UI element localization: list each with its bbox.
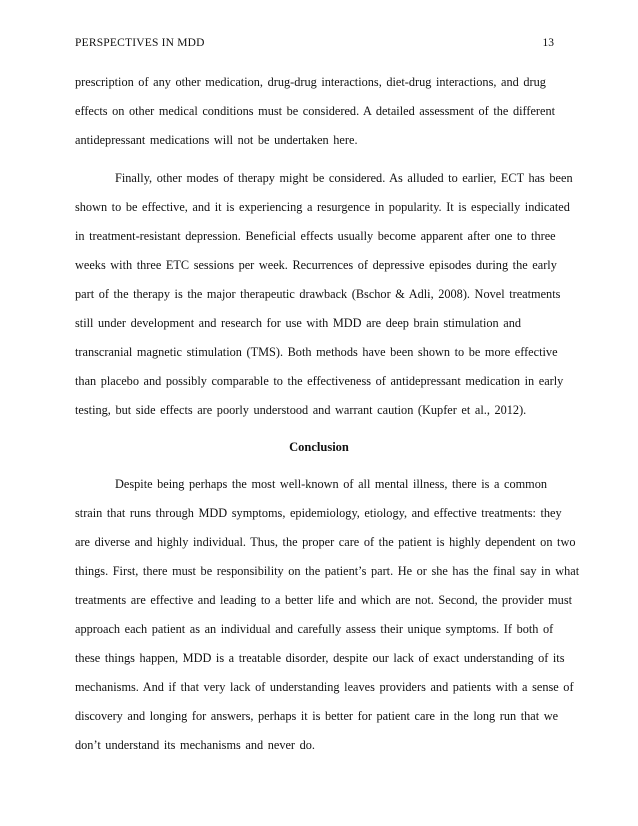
paragraph-line: discovery and longing for answers, perhaps it is better for patient care in the long run that we (75, 709, 559, 723)
running-head: PERSPECTIVES IN MDD (75, 37, 205, 49)
paragraph-line: weeks with three ETC sessions per week. Recurrences of depressive episodes during the early (75, 258, 557, 272)
paragraph-line: approach each patient as an individual and carefully assess their unique symptoms. If both of (75, 622, 554, 636)
paragraph-line: effects on other medical conditions must be considered. A detailed assessment of the different (75, 104, 556, 118)
paragraph-line: in treatment-resistant depression. Beneficial effects usually become apparent after one to three (75, 229, 556, 243)
page-number: 13 (542, 37, 554, 49)
paragraph-line: still under development and research for use with MDD are deep brain stimulation and (75, 316, 522, 330)
paragraph-line: than placebo and possibly comparable to the effectiveness of antidepressant medication in early (75, 374, 564, 388)
paragraph-line: treatments are effective and leading to a better life and which are not. Second, the provider must (75, 593, 573, 607)
paragraph-line: Despite being perhaps the most well-known of all mental illness, there is a common (115, 477, 548, 491)
paragraph-line: these things happen, MDD is a treatable disorder, despite our lack of exact understanding of its (75, 651, 565, 665)
paragraph-line: prescription of any other medication, drug-drug interactions, diet-drug interactions, and drug (75, 75, 546, 89)
paragraph-line: things. First, there must be responsibility on the patient’s part. He or she has the final say in what (75, 564, 580, 578)
paragraph-line: are diverse and highly individual. Thus, the proper care of the patient is highly dependent on two (75, 535, 576, 549)
paragraph-line: antidepressant medications will not be undertaken here. (75, 133, 358, 147)
section-heading: Conclusion (289, 440, 349, 454)
paragraph-line: shown to be effective, and it is experiencing a resurgence in popularity. It is especially indicated (75, 200, 570, 214)
paragraph-line: don’t understand its mechanisms and never do. (75, 738, 315, 752)
paragraph-line: strain that runs through MDD symptoms, epidemiology, etiology, and effective treatments: they (75, 506, 562, 520)
paragraph-line: part of the therapy is the major therapeutic drawback (Bschor & Adli, 2008). Novel treatments (75, 287, 561, 301)
paragraph-line: testing, but side effects are poorly understood and warrant caution (Kupfer et al., 2012). (75, 403, 527, 417)
paragraph-line: mechanisms. And if that very lack of understanding leaves providers and patients with a sense of (75, 680, 574, 694)
paragraph-line: transcranial magnetic stimulation (TMS). Both methods have been shown to be more effective (75, 345, 558, 359)
paragraph-line: Finally, other modes of therapy might be considered. As alluded to earlier, ECT has been (115, 171, 573, 185)
